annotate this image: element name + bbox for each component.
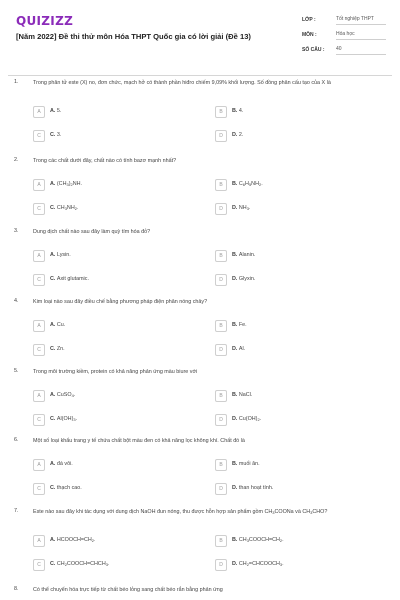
option-letter-badge: A [33,535,45,547]
option-letter-badge: B [215,320,227,332]
option-text: D. Al. [232,346,246,352]
option-c[interactable] [33,203,201,215]
option-letter-badge: C [33,130,45,142]
option-text: A. $(CH_3)_2NH$. [50,181,83,187]
option-letter-badge: C [33,344,45,356]
option-d[interactable] [215,274,383,286]
question-number: 7. [14,508,19,514]
option-text: D. $NH_3$. [232,205,251,211]
option-letter-badge: B [215,250,227,262]
option-b[interactable] [215,179,383,191]
option-b[interactable] [215,250,383,262]
question-text: Kim loại nào sau đây điều chế bằng phương pháp điện phân nóng chảy? [33,299,208,305]
question-text: Trong môi trường kiềm, protein có khả năng phản ứng màu biure với [33,369,198,375]
option-letter-badge: B [215,179,227,191]
question-number: 6. [14,437,19,443]
option-a[interactable] [33,535,201,547]
option-b[interactable] [215,106,383,118]
meta-count-label: SỐ CÂU : [302,47,325,53]
option-text: C. Axit glutamic. [50,276,89,282]
question-number: 2. [14,157,19,163]
question-number: 4. [14,298,19,304]
option-letter-badge: B [215,390,227,402]
question-text: Dung dịch chất nào sau đây làm quỳ tím hóa đỏ? [33,229,151,235]
option-letter-badge: C [33,274,45,286]
option-letter-badge: C [33,559,45,571]
option-text: B. $CH_3COOCH=CH_2$. [232,537,284,543]
option-letter-badge: C [33,483,45,495]
option-text: B. $C_6H_5NH_2$. [232,181,263,187]
option-text: C. $CH_2COOCH=CHCH_3$. [50,561,110,567]
question-text: Trong các chất dưới đây, chất nào có tính bazơ mạnh nhất? [33,158,177,164]
option-letter-badge: D [215,203,227,215]
option-text: B. 4. [232,108,244,114]
option-letter-badge: D [215,344,227,356]
option-c[interactable] [33,559,201,571]
option-letter-badge: D [215,414,227,426]
option-text: D. $Cu(OH)_2$. [232,416,262,422]
option-letter-badge: A [33,179,45,191]
option-d[interactable] [215,344,383,356]
option-letter-badge: D [215,130,227,142]
option-d[interactable] [215,203,383,215]
option-text: A. đá vôi. [50,461,73,467]
option-text: C. 3. [50,132,62,138]
option-b[interactable] [215,320,383,332]
meta-subject-value: Hóa học [336,31,386,40]
option-c[interactable] [33,344,201,356]
option-c[interactable] [33,414,201,426]
option-text: B. muối ăn. [232,461,260,467]
option-letter-badge: C [33,414,45,426]
option-text: C. Zn. [50,346,65,352]
option-text: A. CuSO$_4$. [50,392,76,398]
option-c[interactable] [33,483,201,495]
document-header [0,0,400,70]
meta-class-value: Tốt nghiệp THPT [336,16,386,25]
document-title: [Năm 2022] Đề thi thử môn Hóa THPT Quốc gia có lời giải (Đề 13) [16,32,251,41]
question-number: 8. [14,586,19,592]
option-text: A. $HCOOCH=CH_2$. [50,537,96,543]
question-number: 1. [14,79,19,85]
option-letter-badge: C [33,203,45,215]
option-b[interactable] [215,390,383,402]
question-number: 3. [14,228,19,234]
option-d[interactable] [215,414,383,426]
option-text: B. Fe. [232,322,247,328]
meta-class-label: LỚP : [302,17,316,23]
option-text: D. $CH_2=CHCOOCH_3$. [232,561,284,567]
question-number: 5. [14,368,19,374]
option-letter-badge: A [33,106,45,118]
option-a[interactable] [33,250,201,262]
option-letter-badge: D [215,483,227,495]
option-a[interactable] [33,179,201,191]
option-text: A. Cu. [50,322,66,328]
quizizz-logo: QUIZIZZ [16,14,74,28]
option-text: D. than hoạt tính. [232,485,274,491]
header-divider [8,75,392,76]
option-a[interactable] [33,459,201,471]
option-text: D. Glyxin. [232,276,256,282]
option-c[interactable] [33,274,201,286]
option-text: B. NaCl. [232,392,253,398]
option-c[interactable] [33,130,201,142]
option-letter-badge: A [33,250,45,262]
option-text: B. Alanin. [232,252,256,258]
option-letter-badge: A [33,459,45,471]
option-d[interactable] [215,559,383,571]
option-letter-badge: D [215,559,227,571]
option-b[interactable] [215,535,383,547]
question-text: Trong phân tử este (X) no, đơn chức, mạch hở có thành phần hiđro chiếm 9,09% khối lượng. Số đồng phân cấu tạo của X là [33,80,331,86]
option-letter-badge: A [33,320,45,332]
question-text: Một số loại khẩu trang y tế chứa chất bột màu đen có khả năng lọc không khí. Chất đó là [33,438,245,444]
option-letter-badge: A [33,390,45,402]
option-b[interactable] [215,459,383,471]
option-letter-badge: B [215,459,227,471]
question-text: Este nào sau đây khi tác dụng với dung dịch NaOH đun nóng, thu được hỗn hợp sản phẩm gồm $CH_3COONa$ và $CH_3CHO$? [33,509,328,515]
meta-subject-label: MÔN : [302,32,317,38]
option-text: C. $Al(OH)_3$. [50,416,78,422]
option-letter-badge: D [215,274,227,286]
option-text: C. thạch cao. [50,485,82,491]
option-a[interactable] [33,390,201,402]
option-letter-badge: B [215,106,227,118]
question-text: Có thể chuyển hóa trực tiếp từ chất béo lỏng sang chất béo rắn bằng phản ứng [33,587,223,593]
option-letter-badge: B [215,535,227,547]
option-a[interactable] [33,320,201,332]
option-text: D. 2. [232,132,244,138]
option-text: C. $CH_3NH_2$. [50,205,79,211]
option-d[interactable] [215,130,383,142]
option-d[interactable] [215,483,383,495]
meta-count-value: 40 [336,46,386,55]
option-text: A. Lysin. [50,252,71,258]
option-a[interactable] [33,106,201,118]
option-text: A. 5. [50,108,62,114]
